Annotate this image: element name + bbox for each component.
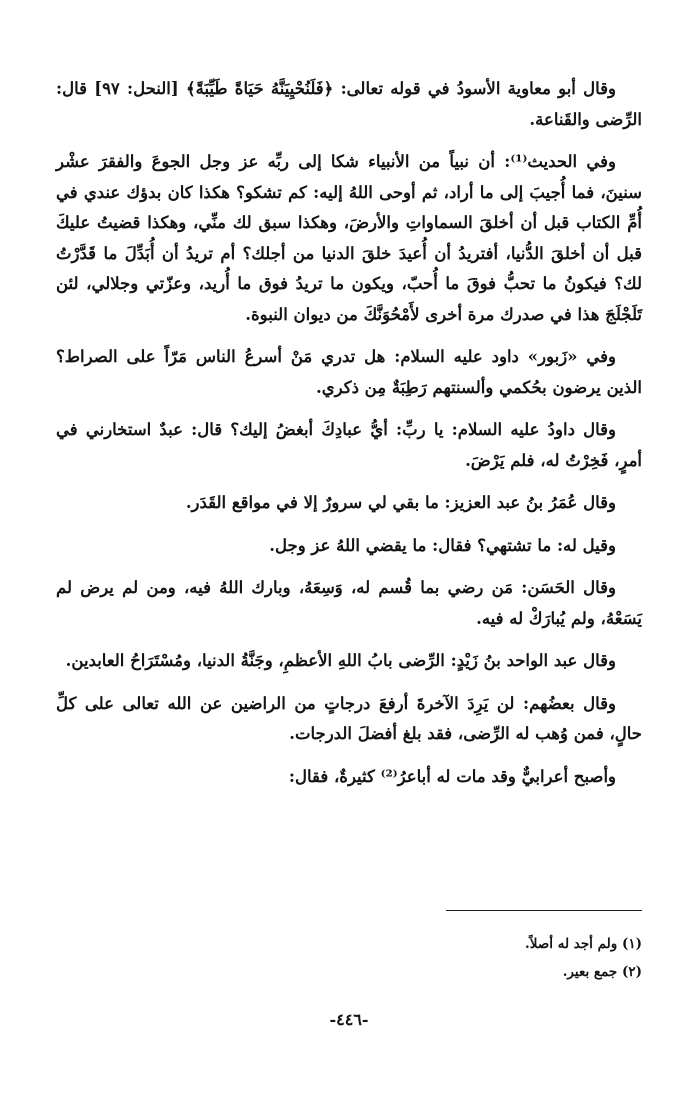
footnote-2: (٢) جمع بعير. [562,964,642,980]
paragraph-al-hasan: وقال الحَسَن: مَن رضي بما قُسم له، وَسِعَهُ، وبارك اللهُ فيه، ومن لم يرض لم يَسَعْهُ، ولم يُبارَكْ له فيه. [56,578,642,628]
paragraph-abdulwahid-zayd: وقال عبد الواحد بنُ زَيْدٍ: الرِّضى بابُ اللهِ الأعظمِ، وجَنَّةُ الدنيا، ومُسْتَرَاحُ العابدين. [65,651,616,670]
paragraph-what-desire: وقيل له: ما تشتهي؟ فقال: ما يقضي اللهُ عز وجل. [269,535,616,555]
paragraph-dawud-question: وقال داودُ عليه السلام: يا ربِّ: أيُّ عبادِكَ أبغضُ إليك؟ قال: عبدٌ استخارني في أمرٍ، فَخِرْتُ له، فلم يَرْضَ. [56,420,642,470]
paragraph-some-said: وقال بعضُهم: لن يَرِدَ الآخرةَ أرفعَ درجاتٍ من الراضين عن الله تعالى على كلِّ حالٍ، فمن وُهب له الرِّضى، فقد بلغ أفضلَ الدرجات. [56,693,642,743]
footnotes [56,930,642,986]
footnote-divider [446,910,642,911]
footnote-1: (١) ولم أجد له أصلاً. [525,936,642,952]
paragraph-hadith-prophet: وفي الحديث⁽¹⁾: أن نبياً من الأنبياء شكا إلى ربِّه عز وجل الجوعَ والفقرَ عشْر سنينَ، فما أُجيبَ إلى ما أراد، ثم أوحى اللهُ إليه: كم تشكو؟ هكذا كان بدؤك عندي في أُمِّ الكتاب قبل أن أخلقَ السماواتِ والأرضَ، وهكذا سبق لك منِّي، وهكذا قضيتُ عليكَ قبل أن أخلقَ الدُّنيا، أفتريدُ أن أُعيدَ خلقَ الدنيا من أجلك؟ أم تريدُ أن أُبَدِّلَ ما قَدَّرْتُ لك؟ فيكونُ ما تحبُّ فوقَ ما أُحبّ، ويكون ما تريدُ فوق ما أُريد، وعزّتي وجلالي، لئن تَلَجْلَجَ هذا في صدرك مرة أخرى لأَمْحُوَنَّكَ من ديوان النبوة. [56,152,642,324]
paragraph-bedouin: وأصبح أعرابيٌّ وقد مات له أباعرُ⁽²⁾ كثيرةٌ، فقال: [288,766,616,786]
paragraph-zabur-dawud: وفي «زَبور» داود عليه السلام: هل تدري مَنْ أسرعُ الناس مَرّاً على الصراط؟ الذين يرضون بحُكمي وألسنتهم رَطِبَةٌ مِن ذكري. [56,347,642,397]
paragraph-abu-muawiya: وقال أبو معاوية الأسودُ في قوله تعالى: ﴿فَلَنُحْيِيَنَّهُ حَيَاةً طَيِّبَةً﴾ [النحل: ٩٧] قال: الرِّضى والقَناعة. [56,79,642,129]
paragraph-umar-abdulaziz: وقال عُمَرُ بنُ عبد العزيز: ما بقي لي سرورٌ إلا في مواقع القَدَر. [185,493,616,512]
page-body [56,74,642,804]
page-number: -٤٤٦- [329,1010,369,1029]
